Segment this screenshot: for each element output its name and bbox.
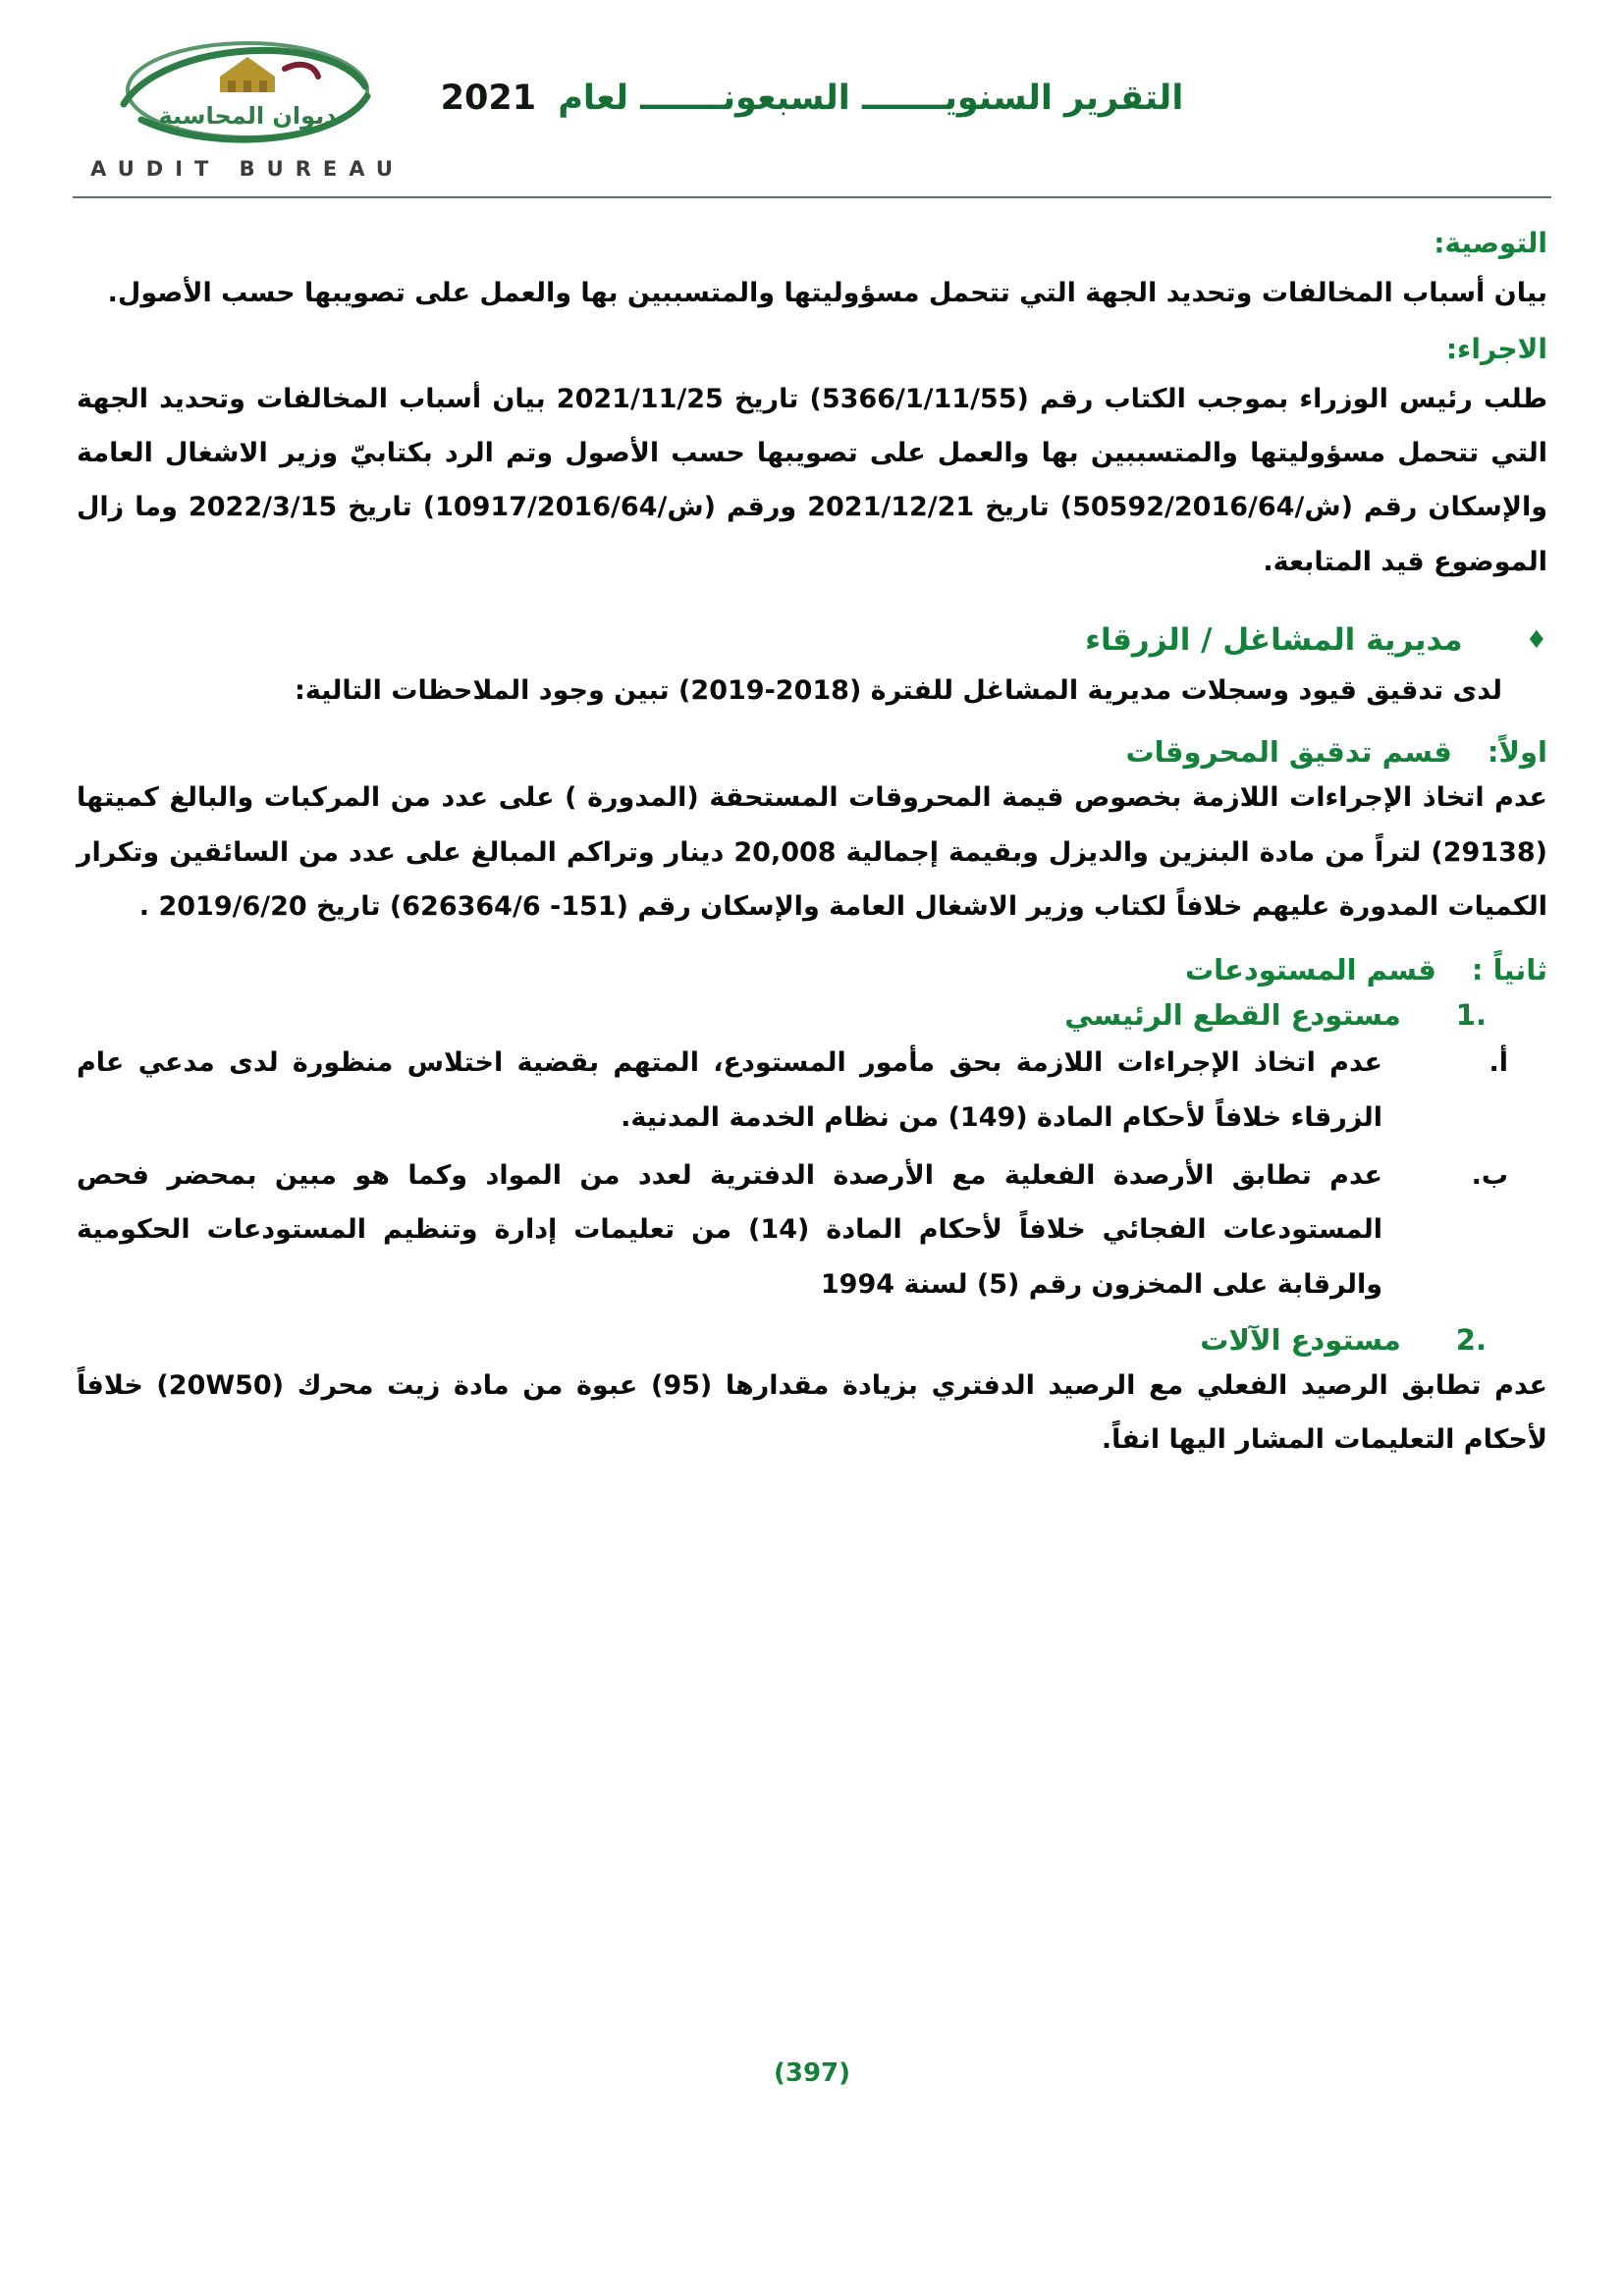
directorate-heading: مديرية المشاغل / الزرقاء	[1085, 621, 1463, 658]
subsection-1-number: 1.	[1455, 998, 1487, 1033]
page-content	[0, 198, 1624, 1468]
list-item-text: عدم اتخاذ الإجراءات اللازمة بحق مأمور المستودع، المتهم بقضية اختلاس منظورة لدى مدعي عام الزرقاء خلافاً لأحكام المادة (149) من نظام الخدمة المدنية.	[77, 1047, 1382, 1133]
recommendation-body: بيان أسباب المخالفات وتحديد الجهة التي تتحمل مسؤوليتها والمتسببين بها والعمل على تصويبها حسب الأصول.	[107, 277, 1547, 308]
warehouses-section-heading: قسم المستودعات	[1185, 953, 1436, 988]
action-heading: الاجراء:	[1445, 332, 1547, 365]
report-title	[0, 79, 1624, 118]
warehouses-section-heading-row	[77, 953, 1547, 987]
directorate-intro: لدى تدقيق قيود وسجلات مديرية المشاغل للفترة (2018-2019) تبين وجود الملاحظات التالية:	[295, 674, 1502, 706]
subsection-2-heading: مستودع الآلات	[1200, 1322, 1401, 1357]
recommendation-heading: التوصية:	[1434, 227, 1547, 259]
logo-arabic-name: ديوان المحاسبة	[158, 102, 337, 130]
list-item-marker: ب.	[1471, 1159, 1508, 1191]
logo-latin-name: AUDIT BUREAU	[90, 157, 405, 181]
action-body: طلب رئيس الوزراء بموجب الكتاب رقم (5366/1/11/55) تاريخ 2021/11/25 بيان أسباب المخالفات وتحديد الجهة التي تتحمل مسؤوليتها والمتسببين بها والعمل على تصويبها حسب الأصول وتم الرد بكتابيّ وزير الاشغال العامة والإسكان رقم (ش/50592/2016/64) تاريخ 2021/12/21 ورقم (ش/10917/2016/64) تاريخ 2022/3/15 وما زال الموضوع قيد المتابعة.	[77, 383, 1548, 577]
list-item-marker: أ.	[1489, 1047, 1508, 1079]
page-header	[0, 0, 1624, 196]
report-title-arabic: التقرير السنويـــــــ السبعونـــــــ لعام	[558, 79, 1184, 118]
fuel-section-heading: قسم تدقيق المحروقات	[1125, 735, 1452, 770]
directorate-heading-row	[77, 622, 1547, 658]
subsection-1-heading-row	[77, 998, 1547, 1032]
subsection-2-body: عدم تطابق الرصيد الفعلي مع الرصيد الدفتري بزيادة مقدارها (95) عبوة من مادة زيت محرك (20W50) خلافاً لأحكام التعليمات المشار اليها انفاً.	[77, 1369, 1547, 1456]
diamond-bullet-icon: ♦	[1525, 625, 1547, 655]
subsection-2-heading-row	[77, 1323, 1547, 1357]
fuel-section-label: اولاً:	[1487, 735, 1547, 770]
fuel-section-body: عدم اتخاذ الإجراءات اللازمة بخصوص قيمة المحروقات المستحقة (المدورة ) على عدد من المركبات والبالغ كميتها (29138) لتراً من مادة البنزين والديزل وبقيمة إجمالية 20,008 دينار وتراكم المبالغ على عدد من السائقين وتكرار الكميات المدورة عليهم خلافاً لكتاب وزير الاشغال العامة والإسكان رقم (151- 626364/6) تاريخ 2019/6/20 .	[77, 782, 1547, 922]
list-item-text: عدم تطابق الأرصدة الفعلية مع الأرصدة الدفترية لعدد من المواد وكما هو مبين بمحضر فحص المستودعات الفجائي خلافاً لأحكام المادة (14) من تعليمات إدارة وتنظيم المستودعات الحكومية والرقابة على المخزون رقم (5) لسنة 1994	[77, 1159, 1382, 1300]
list-item	[77, 1148, 1547, 1311]
report-title-year: 2021	[440, 79, 537, 118]
subsection-2-number: 2.	[1455, 1322, 1487, 1357]
list-item	[77, 1036, 1547, 1145]
subsection-1-heading: مستودع القطع الرئيسي	[1064, 998, 1401, 1033]
warehouses-section-label: ثانياً :	[1471, 953, 1547, 988]
fuel-section-heading-row	[77, 735, 1547, 769]
page-number: (397)	[773, 2058, 851, 2088]
